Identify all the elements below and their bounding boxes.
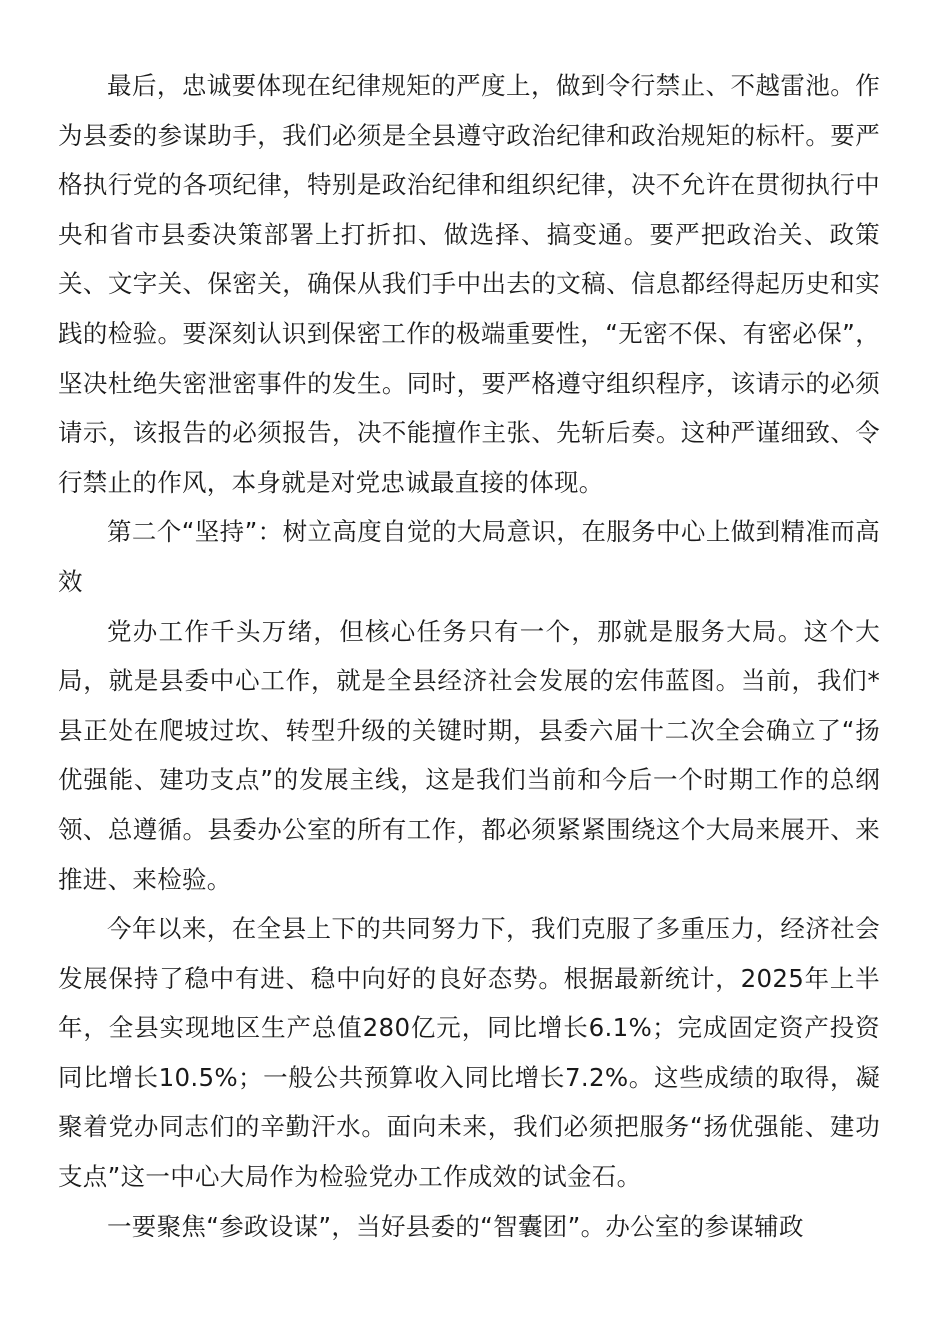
paragraph-discipline: 最后，忠诚要体现在纪律规矩的严度上，做到令行禁止、不越雷池。作为县委的参谋助手，我们必须是全县遵守政治纪律和政治规矩的标杆。要严格执行党的各项纪律，特别是政治纪律和组织纪律，决不允许在贯彻执行中央和省市县委决策部署上打折扣、做选择、搞变通。要严把政治关、政策关、文字关、保密关，确保从我们手中出去的文稿、信息都经得起历史和实践的检验。要深刻认识到保密工作的极端重要性，“无密不保、有密必保”，坚决杜绝失密泄密事件的发生。同时，要严格遵守组织程序，该请示的必须请示，该报告的必须报告，决不能擅作主张、先斩后奏。这种严谨细致、令行禁止的作风，本身就是对党忠诚最直接的体现。 (58, 71, 880, 497)
section-heading-second-persistence: 第二个“坚持”：树立高度自觉的大局意识，在服务中心上做到精准而高效 (58, 517, 880, 596)
paragraph-serve-overall: 党办工作千头万绪，但核心任务只有一个，那就是服务大局。这个大局，就是县委中心工作，就是全县经济社会发展的宏伟蓝图。当前，我们*县正处在爬坡过坎、转型升级的关键时期，县委六届十二次全会确立了“扬优强能、建功支点”的发展主线，这是我们当前和今后一个时期工作的总纲领、总遵循。县委办公室的所有工作，都必须紧紧围绕这个大局来展开、来推进、来检验。 (58, 616, 880, 894)
paragraph-think-tank: 一要聚焦“参政设谋”，当好县委的“智囊团”。办公室的参谋辅政 (107, 1211, 804, 1241)
paragraph-economic-results: 今年以来，在全县上下的共同努力下，我们克服了多重压力，经济社会发展保持了稳中有进、稳中向好的良好态势。根据最新统计，2025年上半年，全县实现地区生产总值280亿元，同比增长6.1%；完成固定资产投资同比增长10.5%；一般公共预算收入同比增长7.2%。这些成绩的取得，凝聚着党办同志们的辛勤汗水。面向未来，我们必须把服务“扬优强能、建功支点”这一中心大局作为检验党办工作成效的试金石。 (58, 914, 880, 1192)
